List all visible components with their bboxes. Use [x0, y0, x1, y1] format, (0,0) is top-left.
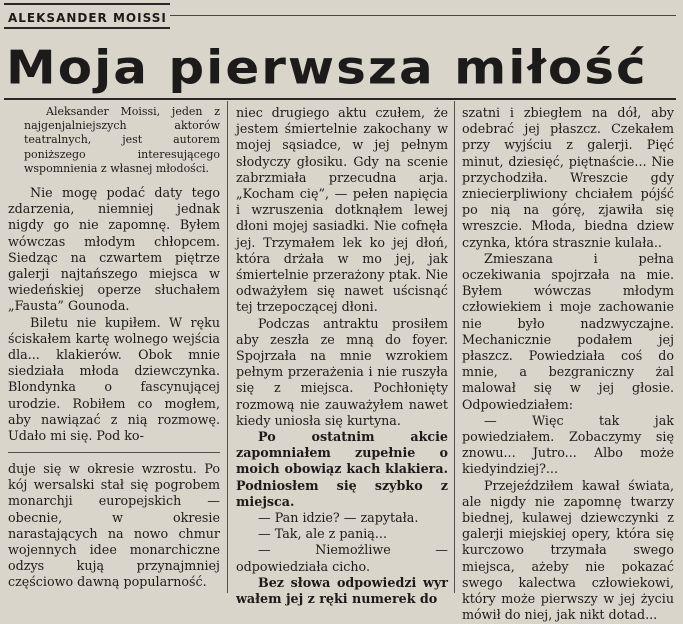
article-intro: Aleksander Moissi, jeden z najgenjalniejszych aktorów teatralnych, jest autorem poniższego interesującego wspomnienia z własnej młodości. [24, 105, 220, 175]
paragraph: Podczas antraktu prosiłem aby zeszła ze mną do foyer. Spojrzała na mnie wzrokiem pełnym przerażenia i nie ruszyła się z miejsca. Pochłonięty rozmową nie zauważyłem nawet kiedy uniosła się kurtyna. [236, 315, 448, 428]
column-3 [462, 105, 674, 624]
column-divider [454, 101, 455, 593]
paragraph: Biletu nie kupiłem. W ręku ściskałem kartę wolnego wejścia dla... klakierów. Obok mnie siedziała młoda dziewczynka. Blondynka o fascynującej urodzie. Robiłem co mogłem, aby nawiązać z nią rozmowę. Udało mi się. Pod ko- [8, 314, 220, 444]
paragraph: Przejeździłem kawał świata, ale nigdy nie zapomnę twarzy biednej, kulawej dziewczynki z galerji miejskiej opery, która się kurczowo trzymała swego miejsca, ażeby nie pokazać swego kalectwa człowiekowi, który może pierwszy w jej życiu mówił do niej, jak nikt dotad... [462, 477, 674, 623]
dialogue-line: — Niemożliwe — odpowiedziała cicho. [236, 542, 448, 574]
column-divider [227, 101, 228, 593]
paragraph: Zmieszana i pełna oczekiwania spojrzała na mie. Byłem wówczas młodym człowiekiem i moje zachowanie nie było nadzwyczajne. Mechanicznie podałem jej płaszcz. Powiedziała coś do mnie, a bezgraniczny żal malował się w jej głosie. Odpowiedziałem: [462, 250, 674, 412]
title-rule [4, 98, 676, 100]
top-rule [170, 15, 676, 16]
paragraph: Nie mogę podać daty tego zdarzenia, niemniej jednak nigdy go nie zapomnę. Byłem wówczas młodym chłopcem. Siedząc na czwartem piętrze galerji najtańszego miejsca w wiedeńskiej operze słuchałem „Fausta” Gounoda. [8, 185, 220, 314]
paragraph: szatni i zbiegłem na dół, aby odebrać jej płaszcz. Czekałem przy wyjściu z galerji. Pięć minut, dziesięć, piętnaście... Nie przychodziła. Wreszcie gdy zniecierpliwiony chciałem pójść po nią na górę, zjawiła się wreszcie. Młoda, biedna dziew czynka, która strasznie kulała.. [462, 105, 674, 250]
column-2 [236, 105, 448, 607]
paragraph: niec drugiego aktu czułem, że jestem śmiertelnie zakochany w mojej sąsiadce, w jej pełnym słodyczy głosiku. Gdy na scenie zabrzmiała przecudna arja. „Kocham cię”, — pełen napięcia i wzruszenia dotknąłem lewej dłoni mojej sasiadki. Nie cofnęła jej. Trzymałem lek ko jej dłoń, która drżała w mo jej, jak śmiertelnie przerażony ptak. Nie odważyłem się nawet uścisnąć tej trzepoczącej dłoni. [236, 105, 448, 315]
author-byline: ALEKSANDER MOISSI [4, 3, 170, 29]
paragraph: Po ostatnim akcie zapomniałem zupełnie o moich obowiąz kach klakiera. Podniosłem się szybko z miejsca. [236, 429, 448, 509]
dialogue-line: — Więc tak jak powiedziałem. Zobaczymy się znowu... Jutro... Albo może kiedyindziej?... [462, 412, 674, 477]
column-1-continuation [8, 461, 220, 591]
paragraph: Bez słowa odpowiedzi wyr wałem jej z ręki numerek do [236, 574, 448, 607]
article-title: Moja pierwsza miłość [6, 41, 648, 95]
section-rule [8, 452, 220, 453]
dialogue-line: — Pan idzie? — zapytała. [258, 510, 419, 526]
dialogue-line: — Tak, ale z panią... [258, 526, 387, 542]
column-1 [8, 105, 220, 444]
paragraph: duje się w okresie wzrostu. Po kój wersalski stał się pogrobem monarchji europejskich — obecnie, w okresie narastających na nowo chmur wojennych idee monarchiczne odzys kują przynajmniej częściowo dawną popularność. [8, 461, 220, 590]
